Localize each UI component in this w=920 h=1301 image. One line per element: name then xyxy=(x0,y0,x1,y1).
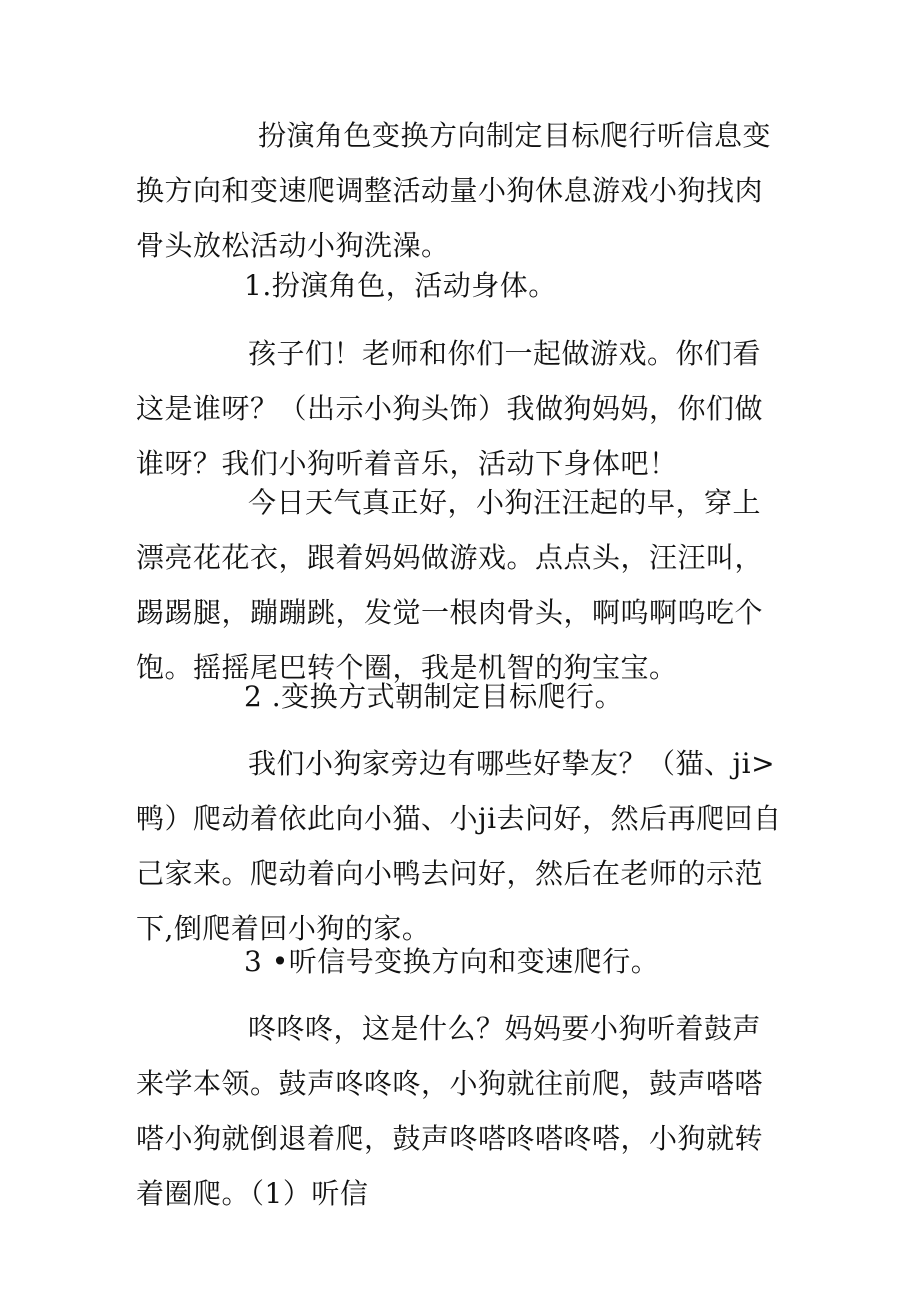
section-1-paragraph-2: 今日天气真正好，小狗汪汪起的早，穿上漂亮花花衣，跟着妈妈做游戏。点点头，汪汪叫，踢踢腿，蹦蹦跳，发觉一根肉骨头，啊呜啊呜吃个饱。摇摇尾巴转个圈，我是机智的狗宝宝。 xyxy=(136,486,764,684)
section-3-heading: 3 •听信号变换方向和变速爬行。 xyxy=(244,945,660,978)
section-1-heading: 1.扮演角色，活动身体。 xyxy=(244,269,557,302)
section-1-paragraph-1: 孩子们！老师和你们一起做游戏。你们看这是谁呀？（出示小狗头饰）我做狗妈妈，你们做谁呀？我们小狗听着音乐，活动下身体吧！ xyxy=(136,337,764,480)
section-3-paragraph-1: 咚咚咚，这是什么？妈妈要小狗听着鼓声来学本领。鼓声咚咚咚，小狗就往前爬，鼓声嗒嗒嗒小狗就倒退着爬，鼓声咚嗒咚嗒咚嗒，小狗就转着圈爬。（1）听信 xyxy=(136,1012,764,1210)
section-2-heading: 2 .变换方式朝制定目标爬行。 xyxy=(244,680,624,713)
intro-paragraph: 扮演角色变换方向制定目标爬行听信息变换方向和变速爬调整活动量小狗休息游戏小狗找肉骨头放松活动小狗洗澡。 xyxy=(136,119,772,262)
section-2-paragraph-1: 我们小狗家旁边有哪些好挚友？（猫、ji>鸭）爬动着依此向小猫、小ji去问好，然后再爬回自己家来。爬动着向小鸭去问好，然后在老师的示范下,倒爬着回小狗的家。 xyxy=(136,747,782,945)
